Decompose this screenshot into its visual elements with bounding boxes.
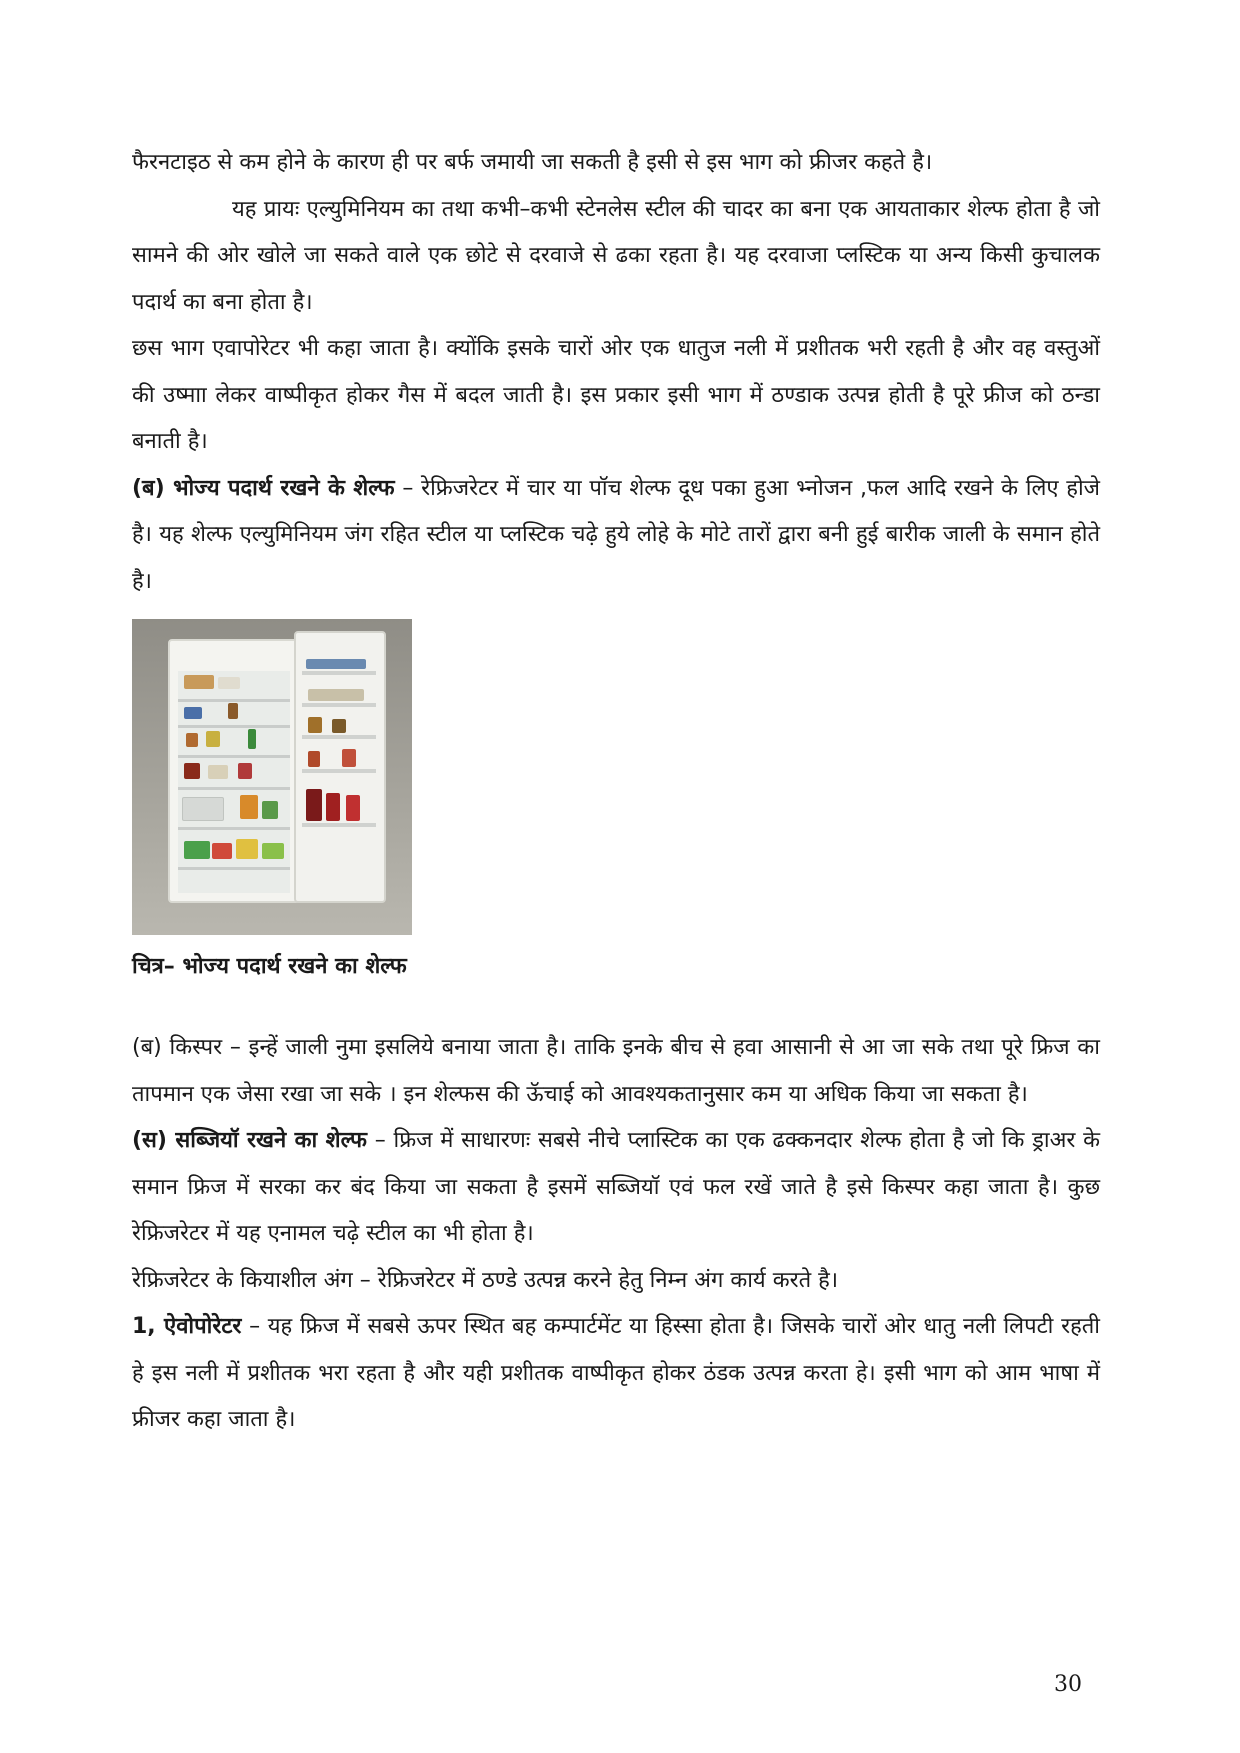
paragraph-evaporator (132, 1304, 1100, 1444)
paragraph-food-shelf (132, 466, 1100, 606)
paragraph-freezer-material: यह प्रायः एल्युमिनियम का तथा कभी–कभी स्टेनलेस स्टील की चादर का बना एक आयताकार शेल्फ होता है जो सामने की ओर खोले जा सकते वाले एक छोटे से दरवाजे से ढका रहता है। यह दरवाजा प्लस्टिक या अन्य किसी कुचालक पदार्थ का बना होता है। (132, 196, 1100, 315)
paragraph-freezer-intro: फैरनटाइठ से कम होने के कारण ही पर बर्फ जमायी जा सकती है इसी से इस भाग को फ्रीजर कहते है। (132, 150, 933, 175)
page-number: 30 (1054, 1672, 1082, 1697)
paragraph-crisper: (ब) किस्पर – इन्हें जाली नुमा इसलिये बनाया जाता है। ताकि इनके बीच से हवा आसानी से आ जा सके तथा पूरे फ्रिज का तापमान एक जेसा रखा जा सके । इन शेल्फस की ऊॅचाई को आवश्यकतानुसार कम या अधिक किया जा सकता है। (132, 1035, 1100, 1107)
heading-food-shelf: (ब) भोज्य पदार्थ रखने के शेल्फ (132, 475, 395, 501)
vegetable-shelf-text: – फ्रिज में साधारणः सबसे नीचे प्लास्टिक का एक ढक्कनदार शेल्फ होता है जो कि ड्राअर के समान फ्रिज में सरका कर बंद किया जा सकता है इसमें सब्जियॉ एवं फल रखें जाते है इसे किस्पर कहा जाता है। कुछ रेफ्रिजरेटर में यह एनामल चढ़े स्टील का भी होता है। (132, 1128, 1101, 1246)
heading-vegetable-shelf: (स) सब्जियॉ रखने का शेल्फ (132, 1128, 368, 1153)
paragraph-evaporator-note: छस भाग एवापोरेटर भी कहा जाता है। क्योंकि इसके चारों ओर एक धातुज नली में प्रशीतक भरी रहती है और वह वस्तुओं की उष्माा लेकर वाष्पीकृत होकर गैस में बदल जाती है। इस प्रकार इसी भाग में ठण्डाक उत्पन्न होती है पूरे फ्रीज को ठन्डा बनाती है। (132, 336, 1100, 454)
fridge-door (294, 631, 386, 903)
fridge-cabinet (168, 639, 300, 903)
figure-caption: चित्र– भोज्य पदार्थ रखने का शेल्फ (132, 954, 407, 979)
document-body (132, 140, 1100, 1444)
paragraph-vegetable-shelf (132, 1118, 1100, 1258)
heading-evaporator: 1, ऐवोपोरेटर (132, 1314, 242, 1339)
evaporator-text: – यह फ्रिज में सबसे ऊपर स्थित बह कम्पार्टमेंट या हिस्सा होता है। जिसके चारों ओर धातु नली लिपटी रहती हे इस नली में प्रशीतक भरा रहता है और यही प्रशीतक वाष्पीकृत होकर ठंडक उत्पन्न करता हे। इसी भाग को आम भाषा में फ्रीजर कहा जाता है। (132, 1314, 1100, 1432)
fridge-interior (178, 671, 290, 893)
paragraph-working-parts: रेफ्रिजरेटर के कियाशील अंग – रेफ्रिजरेटर में ठण्डे उत्पन्न करने हेतु निम्न अंग कार्य करते है। (132, 1267, 839, 1293)
refrigerator-photo (132, 619, 412, 935)
food-shelf-text: – रेफ्रिजरेटर में चार या पॉच शेल्फ दूध पका हुआ भ्नोजन ,फल आदि रखने के लिए होजे है। यह शेल्फ एल्युमिनियम जंग रहित स्टील या प्लस्टिक चढ़े हुये लोहे के मोटे तारों द्वारा बनी हुई बारीक जाली के समान होते है। (132, 475, 1100, 594)
